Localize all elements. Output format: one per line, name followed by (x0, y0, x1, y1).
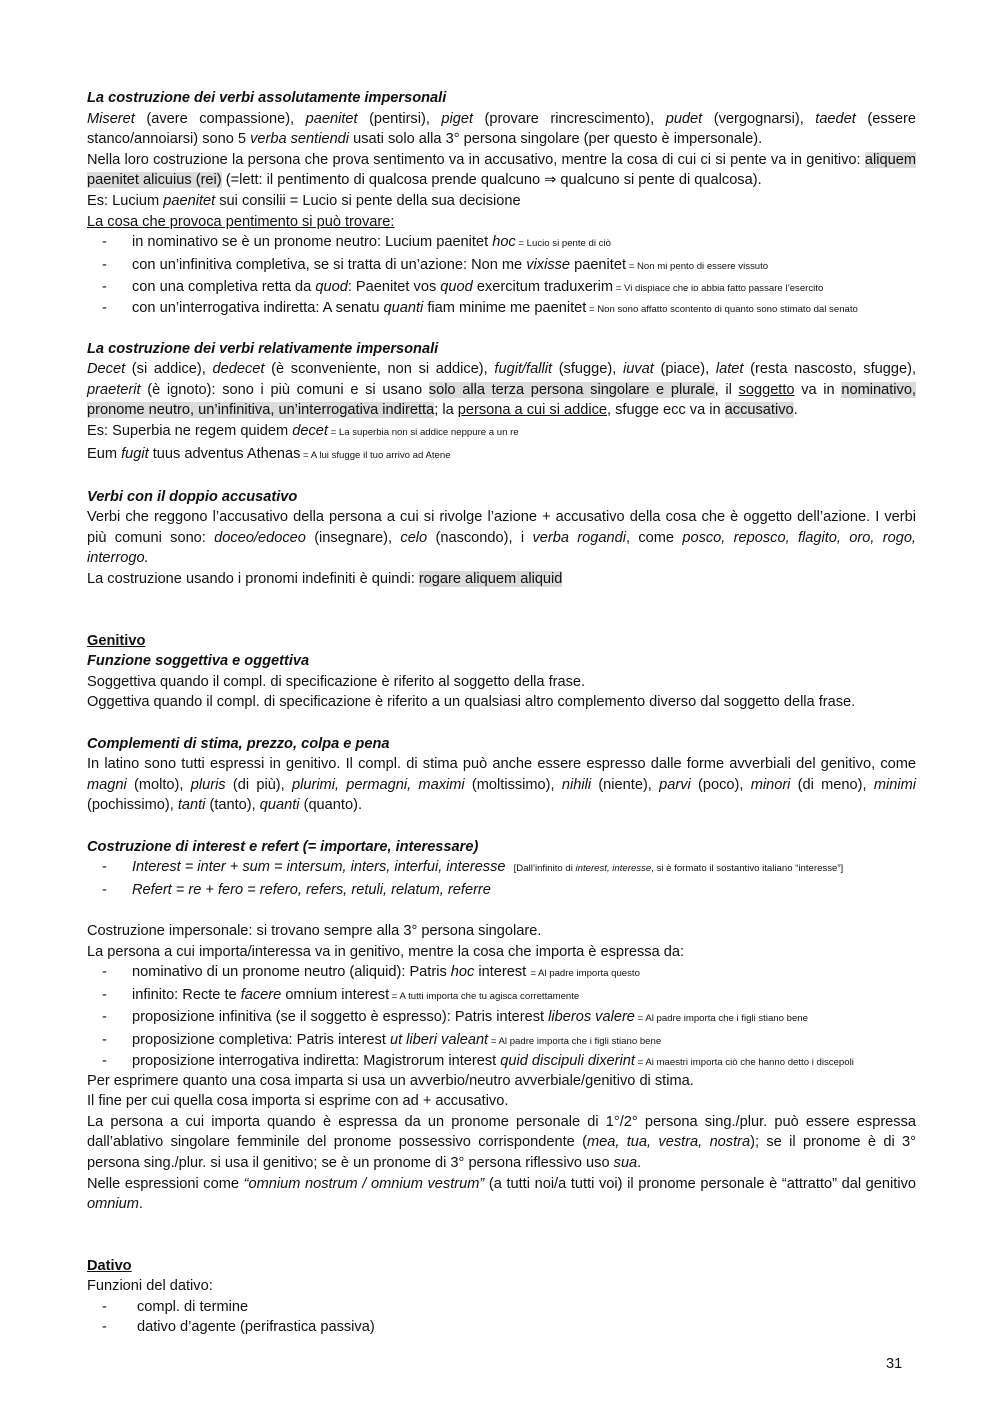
list-item: - nominativo di un pronome neutro (aliquid): Patris hoc interest = Al padre importa questo (87, 962, 916, 985)
list-item: - con una completiva retta da quod: Paenitet vos quod exercitum traduxerim = Vi dispiace che io abbia fatto passare l’esercito (87, 277, 916, 300)
list-item: - in nominativo se è un pronome neutro: Lucium paenitet hoc = Lucio si pente di ciò (87, 232, 916, 255)
list-item: - con un’interrogativa indiretta: A senatu quanti fiam minime me paenitet = Non sono affatto scontento di quanto sono stimato dal senato (87, 300, 916, 318)
paragraph: La persona a cui importa quando è espressa da un pronome personale di 1°/2° persona sing./plur. può essere espressa dall’ablativo singolare femminile del pronome possessivo corrispondente (mea, tua, vestra, nostra); se il pronome è di 3° persona sing./plur. si usa il genitivo; se è un pronome di 3° persona riflessivo uso sua. (87, 1113, 916, 1171)
list-item: - compl. di termine (87, 1297, 916, 1318)
section-heading-genitivo: Genitivo (87, 632, 146, 649)
paragraph: Il fine per cui quella cosa importa si esprime con ad + accusativo. (87, 1093, 509, 1110)
bullet-list (87, 232, 916, 318)
highlighted-text: solo alla terza persona singolare e plurale (428, 381, 715, 398)
document-page (87, 88, 916, 1338)
list-heading: La cosa che provoca pentimento si può trovare: (87, 213, 395, 230)
paragraph: Costruzione impersonale: si trovano sempre alla 3° persona singolare. (87, 922, 542, 939)
paragraph: Oggettiva quando il compl. di specificazione è riferito a un qualsiasi altro complemento diverso dal soggetto della frase. (87, 694, 856, 711)
section-title-assolutamente: La costruzione dei verbi assolutamente impersonali (87, 90, 447, 106)
example-line: Es: Lucium paenitet sui consilii = Lucio si pente della sua decisione (87, 192, 521, 209)
list-item: - proposizione interrogativa indiretta: Magistrorum interest quid discipuli dixerint = Ai maestri importa ciò che hanno detto i discepoli (87, 1053, 916, 1071)
bullet-list (87, 857, 916, 900)
bullet-list (87, 962, 916, 1070)
paragraph: Per esprimere quanto una cosa imparta si usa un avverbio/neutro avverbiale/genitivo di stima. (87, 1072, 694, 1089)
paragraph: In latino sono tutti espressi in genitivo. Il compl. di stima può anche essere espresso dalle forme avverbiali del genitivo, come magni (molto), pluris (di più), plurimi, permagni, maximi (moltissimo), nihili (niente), parvi (poco), minori (di meno), minimi (pochissimo), tanti (tanto), quanti (quanto). (87, 756, 916, 814)
bullet-list (87, 1297, 916, 1338)
section-title-relativamente: La costruzione dei verbi relativamente impersonali (87, 340, 439, 357)
list-item: - infinito: Recte te facere omnium interest = A tutti importa che tu agisca correttamente (87, 985, 916, 1008)
section-title-doppio-accusativo: Verbi con il doppio accusativo (87, 488, 298, 505)
paragraph: Verbi che reggono l’accusativo della persona a cui si rivolge l’azione + accusativo della cosa che è oggetto dell’azione. I verbi più comuni sono: doceo/edoceo (insegnare), celo (nascondo), i verba rogandi, come posco, reposco, flagito, oro, rogo, interrogo. (87, 509, 916, 567)
highlighted-text: accusativo (724, 402, 794, 419)
section-heading-dativo: Dativo (87, 1257, 132, 1274)
paragraph: Nelle espressioni come “omnium nostrum / omnium vestrum” (a tutti noi/a tutti voi) il pronome personale è “attratto” dal genitivo omnium. (87, 1175, 916, 1213)
highlighted-text: aliquem paenitet alicuius (rei) (87, 151, 916, 189)
subsection-title: Funzione soggettiva e oggettiva (87, 653, 310, 670)
example-line: Eum fugit tuus adventus Athenas = A lui sfugge il tuo arrivo ad Atene (87, 445, 451, 462)
paragraph: Decet (si addice), dedecet (è sconveniente, non si addice), fugit/fallit (sfugge), iuvat (piace), latet (resta nascosto, sfugge), praeterit (è ignoto): sono i più comuni e si usano solo alla terza persona singolare e plurale, il soggetto va in nominativo, pronome neutro, un’infinitiva, un’interrogativa indiretta; la persona a cui si addice, sfugge ecc va in accusativo. (87, 361, 917, 419)
list-item: - dativo d’agente (perifrastica passiva) (87, 1317, 916, 1338)
list-item: - Interest = inter + sum = intersum, inters, interfui, interesse [Dall’infinito di interest, interesse, si è formato il sostantivo italiano “interesse”] (87, 857, 916, 880)
paragraph: La persona a cui importa/interessa va in genitivo, mentre la cosa che importa è espressa da: (87, 943, 685, 960)
list-item: - proposizione infinitiva (se il soggetto è espresso): Patris interest liberos valere = Al padre importa che i figli stiano bene (87, 1007, 916, 1030)
paragraph: La costruzione usando i pronomi indefiniti è quindi: rogare aliquem aliquid (87, 571, 563, 588)
paragraph: Nella loro costruzione la persona che prova sentimento va in accusativo, mentre la cosa di cui ci si pente va in genitivo: aliquem paenitet alicuius (rei) (=lett: il pentimento di qualcosa prende qualcuno ⇒ qualcuno si pente di qualcosa). (87, 151, 916, 189)
paragraph: Funzioni del dativo: (87, 1278, 213, 1295)
list-item: - Refert = re + fero = refero, refers, retuli, relatum, referre (87, 880, 916, 901)
list-item: - con un’infinitiva completiva, se si tratta di un’azione: Non me vixisse paenitet = Non mi pento di essere vissuto (87, 255, 916, 278)
paragraph: Miseret (avere compassione), paenitet (pentirsi), piget (provare rincrescimento), pudet (vergognarsi), taedet (essere stanco/annoiarsi) sono 5 verba sentiendi usati solo alla 3° persona singolare (per questo è impersonale). (87, 110, 917, 148)
highlighted-text: rogare aliquem aliquid (418, 571, 563, 588)
list-item: - proposizione completiva: Patris interest ut liberi valeant = Al padre importa che i figli stiano bene (87, 1030, 916, 1053)
page-number: 31 (886, 1356, 903, 1372)
highlighted-text: nominativo, pronome neutro, un’infinitiva, un’interrogativa indiretta (87, 381, 916, 419)
example-line: Es: Superbia ne regem quidem decet = La superbia non si addice neppure a un re (87, 422, 519, 439)
subsection-title: Complementi di stima, prezzo, colpa e pena (87, 735, 390, 752)
paragraph: Soggettiva quando il compl. di specificazione è riferito al soggetto della frase. (87, 673, 586, 690)
subsection-title: Costruzione di interest e refert (= importare, interessare) (87, 838, 479, 855)
